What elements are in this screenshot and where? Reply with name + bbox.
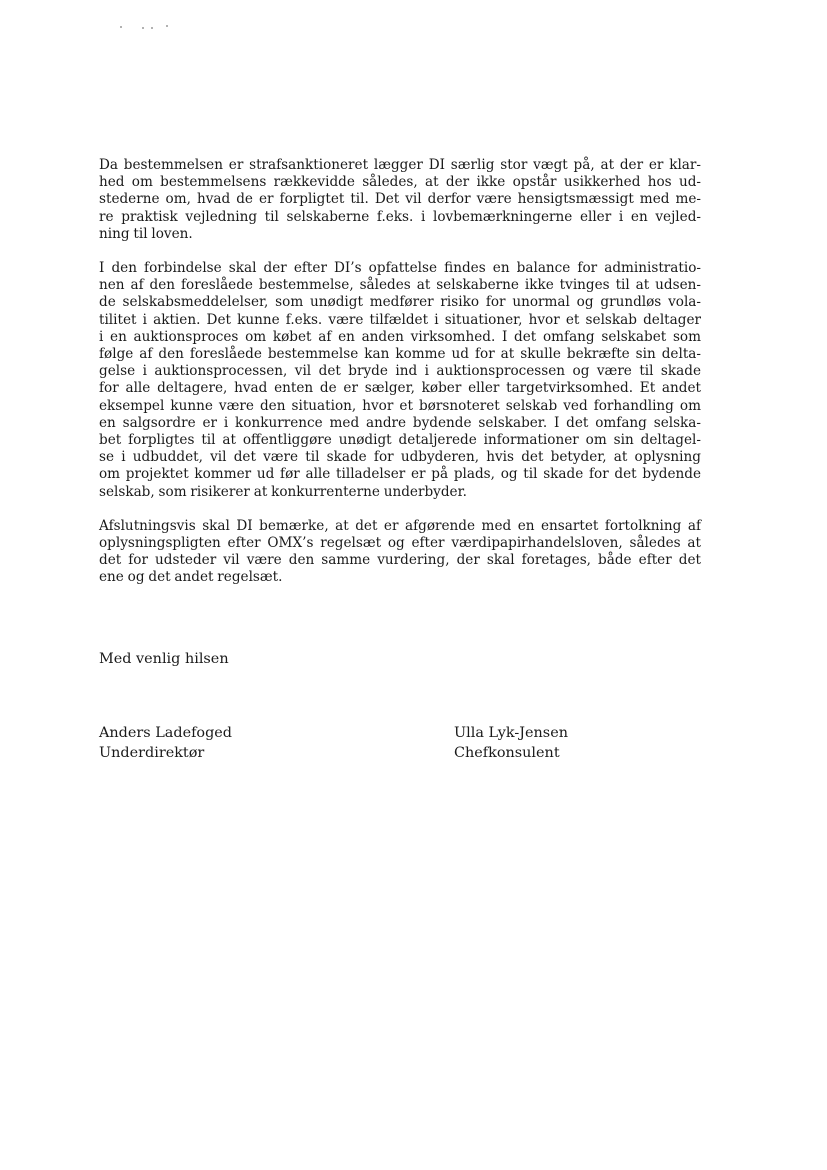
paragraph-3	[99, 518, 701, 587]
text-line: se i udbuddet, vil det være til skade for udbyderen, hvis det betyder, at oplysning	[99, 449, 701, 466]
text-line: re praktisk vejledning til selskaberne f.eks. i lovbemærkningerne eller i en vejled-	[99, 208, 701, 225]
text-line: ning til loven.	[99, 225, 193, 242]
scan-artifact	[118, 22, 178, 32]
text-line: tilitet i aktien. Det kunne f.eks. være tilfældet i situationer, hvor et selskab deltager	[99, 311, 701, 328]
paragraph-2	[99, 260, 701, 501]
signatory-title: Chefkonsulent	[454, 745, 560, 761]
text-line: Afslutningsvis skal DI bemærke, at det er afgørende med en ensartet fortolkning af	[99, 517, 701, 534]
text-line: følge af den foreslåede bestemmelse kan komme ud for at skulle bekræfte sin delta-	[99, 346, 701, 363]
text-line: en salgsordre er i konkurrence med andre bydende selskaber. I det omfang selska-	[99, 414, 701, 431]
text-line: hed om bestemmelsens rækkevidde således, at der ikke opstår usikkerhed hos ud-	[99, 174, 701, 191]
text-line: i en auktionsproces om købet af en anden virksomhed. I det omfang selskabet som	[99, 328, 701, 345]
signatory-2	[454, 723, 568, 763]
text-line: om projektet kommer ud før alle tilladelser er på plads, og til skade for det bydende	[99, 466, 701, 483]
text-line: Da bestemmelsen er strafsanktioneret lægger DI særlig stor vægt på, at der er klar-	[99, 157, 701, 173]
letter-body	[99, 157, 701, 604]
signatory-1	[99, 723, 232, 763]
text-line: I den forbindelse skal der efter DI’s opfattelse findes en balance for administratio-	[99, 260, 701, 277]
signatory-name: Ulla Lyk-Jensen	[454, 725, 568, 741]
text-line: nen af den foreslåede bestemmelse, således at selskaberne ikke tvinges til at udsen-	[99, 277, 701, 294]
signatory-name: Anders Ladefoged	[99, 725, 233, 741]
text-line: eksempel kunne være den situation, hvor et børsnoteret selskab ved forhandling om	[99, 397, 701, 414]
text-line: bet forpligtes til at offentliggøre unødigt detaljerede informationer om sin deltagel-	[99, 432, 701, 449]
text-line: gelse i auktionsprocessen, vil det bryde ind i auktionsprocessen og være til skade	[99, 363, 701, 380]
text-line: ene og det andet regelsæt.	[99, 569, 283, 586]
paragraph-1	[99, 157, 701, 243]
text-line: det for udsteder vil være den samme vurdering, der skal foretages, både efter det	[99, 552, 701, 569]
text-line: oplysningspligten efter OMX’s regelsæt og efter værdipapirhandelsloven, således at	[99, 535, 701, 552]
text-line: de selskabsmeddelelser, som unødigt medfører risiko for unormal og grundløs vola-	[99, 294, 701, 311]
text-line: for alle deltagere, hvad enten de er sælger, køber eller targetvirksomhed. Et andet	[99, 380, 701, 397]
closing-salutation: Med venlig hilsen	[99, 651, 229, 667]
signatory-title: Underdirektør	[99, 745, 205, 761]
text-line: stederne om, hvad de er forpligtet til. Det vil derfor være hensigtsmæssigt med me-	[99, 191, 701, 208]
text-line: selskab, som risikerer at konkurrenterne underbyder.	[99, 483, 467, 500]
